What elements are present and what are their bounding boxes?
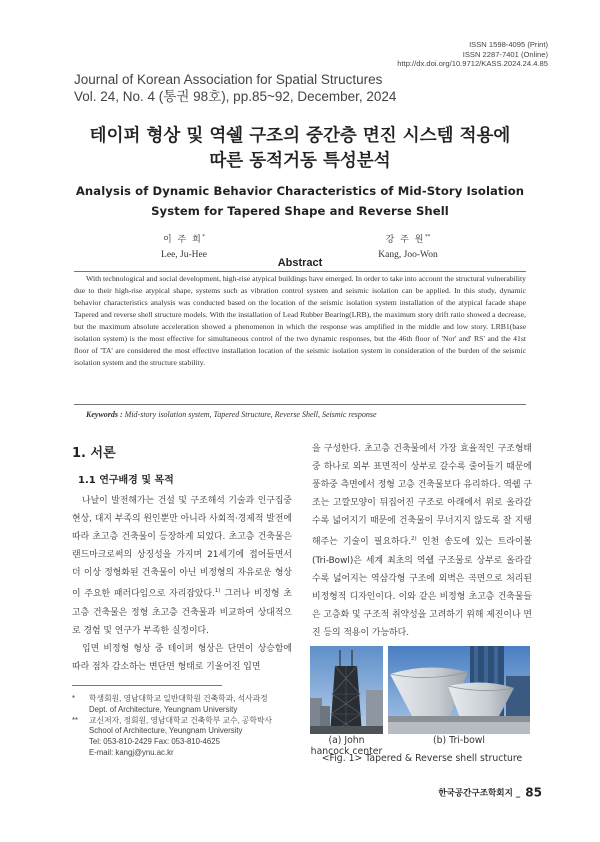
figure-tri-bowl-photo xyxy=(388,646,530,734)
paragraph-text: 그러나 비정형 초고층 건축물은 정형 초고층 건축물과 비교하여 상대적으로 경험 및 연구가 부족한 실정이다. xyxy=(72,589,292,636)
keywords xyxy=(86,410,526,419)
footnote-mark: * xyxy=(72,694,76,703)
footnote-rule xyxy=(72,685,222,686)
caption-a-line1: (a) John xyxy=(328,735,365,746)
paragraph xyxy=(312,440,532,642)
abstract-bottom-rule xyxy=(74,404,526,405)
paragraph-text: 나날이 발전해가는 건설 및 구조해석 기술과 인구집중 현상, 대지 부족의 원인뿐만 아니라 사회적·경제적 발전에 따라 초고층 건축물이 등장하게 되었다. 초고층 건축물은 랜드마크로써의 상징성을 가지며 21세기에 접어들면서 더 이상 정형화된 건축물이 아닌 비정형의 자유로운 형상이 주요한 패러다임으로 자리잡았다. xyxy=(72,496,292,600)
page-number: 85 xyxy=(525,785,542,800)
journal-issue: Vol. 24, No. 4 (통권 98호), pp.85~92, December, 2024 xyxy=(74,88,397,104)
title-korean-line2: 따른 동적거동 특성분석 xyxy=(209,151,391,171)
author-2-korean: 강 주 원 xyxy=(385,235,425,245)
footnote-2 xyxy=(72,716,297,759)
keywords-label: Keywords : xyxy=(86,410,123,419)
footnote-1 xyxy=(72,694,297,716)
paragraph: 입면 비정형 형상 중 테이퍼 형상은 단면이 상승함에 따라 점차 감소하는 변단면 형태로 기울어진 입면 xyxy=(72,643,292,672)
abstract-text: With technological and social development, high-rise atypical buildings have emerged. In order to take into account the structural vulnerability due to their high-rise atypical shape, systems such as vibration control system and seismic isolation can be applied. In this study, dynamic behavior characteristics analysis was conducted based on the location of the seismic isolation system installation of the atypical facade shape Tapered and reverse shell structure models. With the installation of Lead Rubber Bearing(LRB), the maximum story drift ratio showed a decrease, but the maximum absolute acceleration showed a phenomenon in which the response was amplified in the middle and low story. LRB1(base isolation system) is the most effective for simultaneous control of the two dynamic responses, but the 46th floor of 'Nor' and' RS' and the 41st floor of 'TA' are considered the most effective installation location of the seismic isolation system in consideration of the burden of the seismic isolation system and the structure stability. xyxy=(74,274,526,367)
footnote-line: 교신저자, 정회원, 영남대학교 건축학부 교수, 공학박사 xyxy=(89,715,273,725)
footer-journal-name: 한국공간구조학회지 _ xyxy=(438,788,521,799)
page-footer xyxy=(438,782,542,801)
reference-mark: 2) xyxy=(411,536,417,543)
title-korean xyxy=(60,124,540,174)
issn-block xyxy=(397,40,548,69)
author-2-english: Kang, Joo-Won xyxy=(378,250,438,260)
figure-caption-b: (b) Tri-bowl xyxy=(433,735,485,746)
body-left-column xyxy=(72,492,292,676)
paragraph xyxy=(72,492,292,640)
figure-john-hancock-photo xyxy=(310,646,383,734)
title-english-line1: Analysis of Dynamic Behavior Characteristics of Mid-Story Isolation xyxy=(75,184,525,198)
journal-header xyxy=(74,72,534,105)
footnote-line[interactable]: E-mail: kangj@ynu.ac.kr xyxy=(89,747,174,757)
figure-caption: <Fig. 1> Tapered & Reverse shell structure xyxy=(321,753,523,764)
caption-a-line2: hancock center xyxy=(310,745,383,757)
author-2-mark: ** xyxy=(424,234,431,240)
abstract-top-rule xyxy=(74,271,526,272)
author-1-korean: 이 주 희 xyxy=(162,235,203,245)
paragraph-text: 을 구성한다. 초고층 건축물에서 가장 효율적인 구조형태 중 하나로 외부 표면적이 상부로 갈수록 줄어들기 때문에 풍하중 측면에서 정형 고층 건축물보다 유리하다. 역쉘 구조는 고깔모양이 뒤집어진 구조로 아래에서 위로 올라갈수록 넓어지기 때문에 건축물이 무너지지 않도록 잘 지탱해주는 기술이 필요하다. xyxy=(312,444,532,548)
subsection-heading: 1.1 연구배경 및 목적 xyxy=(78,475,174,486)
title-english xyxy=(60,181,540,221)
footnote-line: 학생회원, 영남대학교 일반대학원 건축학과, 석사과정 xyxy=(89,694,268,703)
footnote-mark: ** xyxy=(72,715,79,725)
footnotes xyxy=(72,694,297,759)
author-1-mark: * xyxy=(202,234,206,240)
footnote-line: Tel: 053-810-2429 Fax: 053-810-4625 xyxy=(89,737,220,747)
paragraph-text: 인천 송도에 있는 트라이볼(Tri-Bowl)은 세계 최초의 역쉘 구조물로 상부로 올라갈수록 넓어지는 역삼각형 구조에 외벽은 곡면으로 처리된 비정형적 디자인이다. 이와 같은 비정형 초고층 건축물들은 고층화 및 구조적 취약성을 고려하기 위해 제진이나 면진 등의 적용이 가능하다. xyxy=(312,537,532,638)
author-1-english: Lee, Ju-Hee xyxy=(161,250,207,260)
issn-online: ISSN 2287-7401 (Online) xyxy=(462,49,548,59)
footnote-line: School of Architecture, Yeungnam University xyxy=(89,726,243,736)
doi-link[interactable]: http://dx.doi.org/10.9712/KASS.2024.24.4.85 xyxy=(397,59,548,69)
keywords-text: Mid-story isolation system, Tapered Structure, Reverse Shell, Seismic response xyxy=(124,410,377,419)
body-right-column xyxy=(312,440,532,642)
section-heading: 1. 서론 xyxy=(72,446,116,461)
journal-name: Journal of Korean Association for Spatial Structures xyxy=(74,72,383,87)
title-english-line2: System for Tapered Shape and Reverse Shell xyxy=(151,204,449,218)
title-korean-line1: 테이퍼 형상 및 역쉘 구조의 중간층 면진 시스템 적용에 xyxy=(89,126,511,146)
issn-print: ISSN 1598-4095 (Print) xyxy=(469,40,548,49)
footnote-line: Dept. of Architecture, Yeungnam University xyxy=(89,704,238,714)
abstract-heading: Abstract xyxy=(277,257,323,269)
reference-mark: 1) xyxy=(214,588,221,595)
